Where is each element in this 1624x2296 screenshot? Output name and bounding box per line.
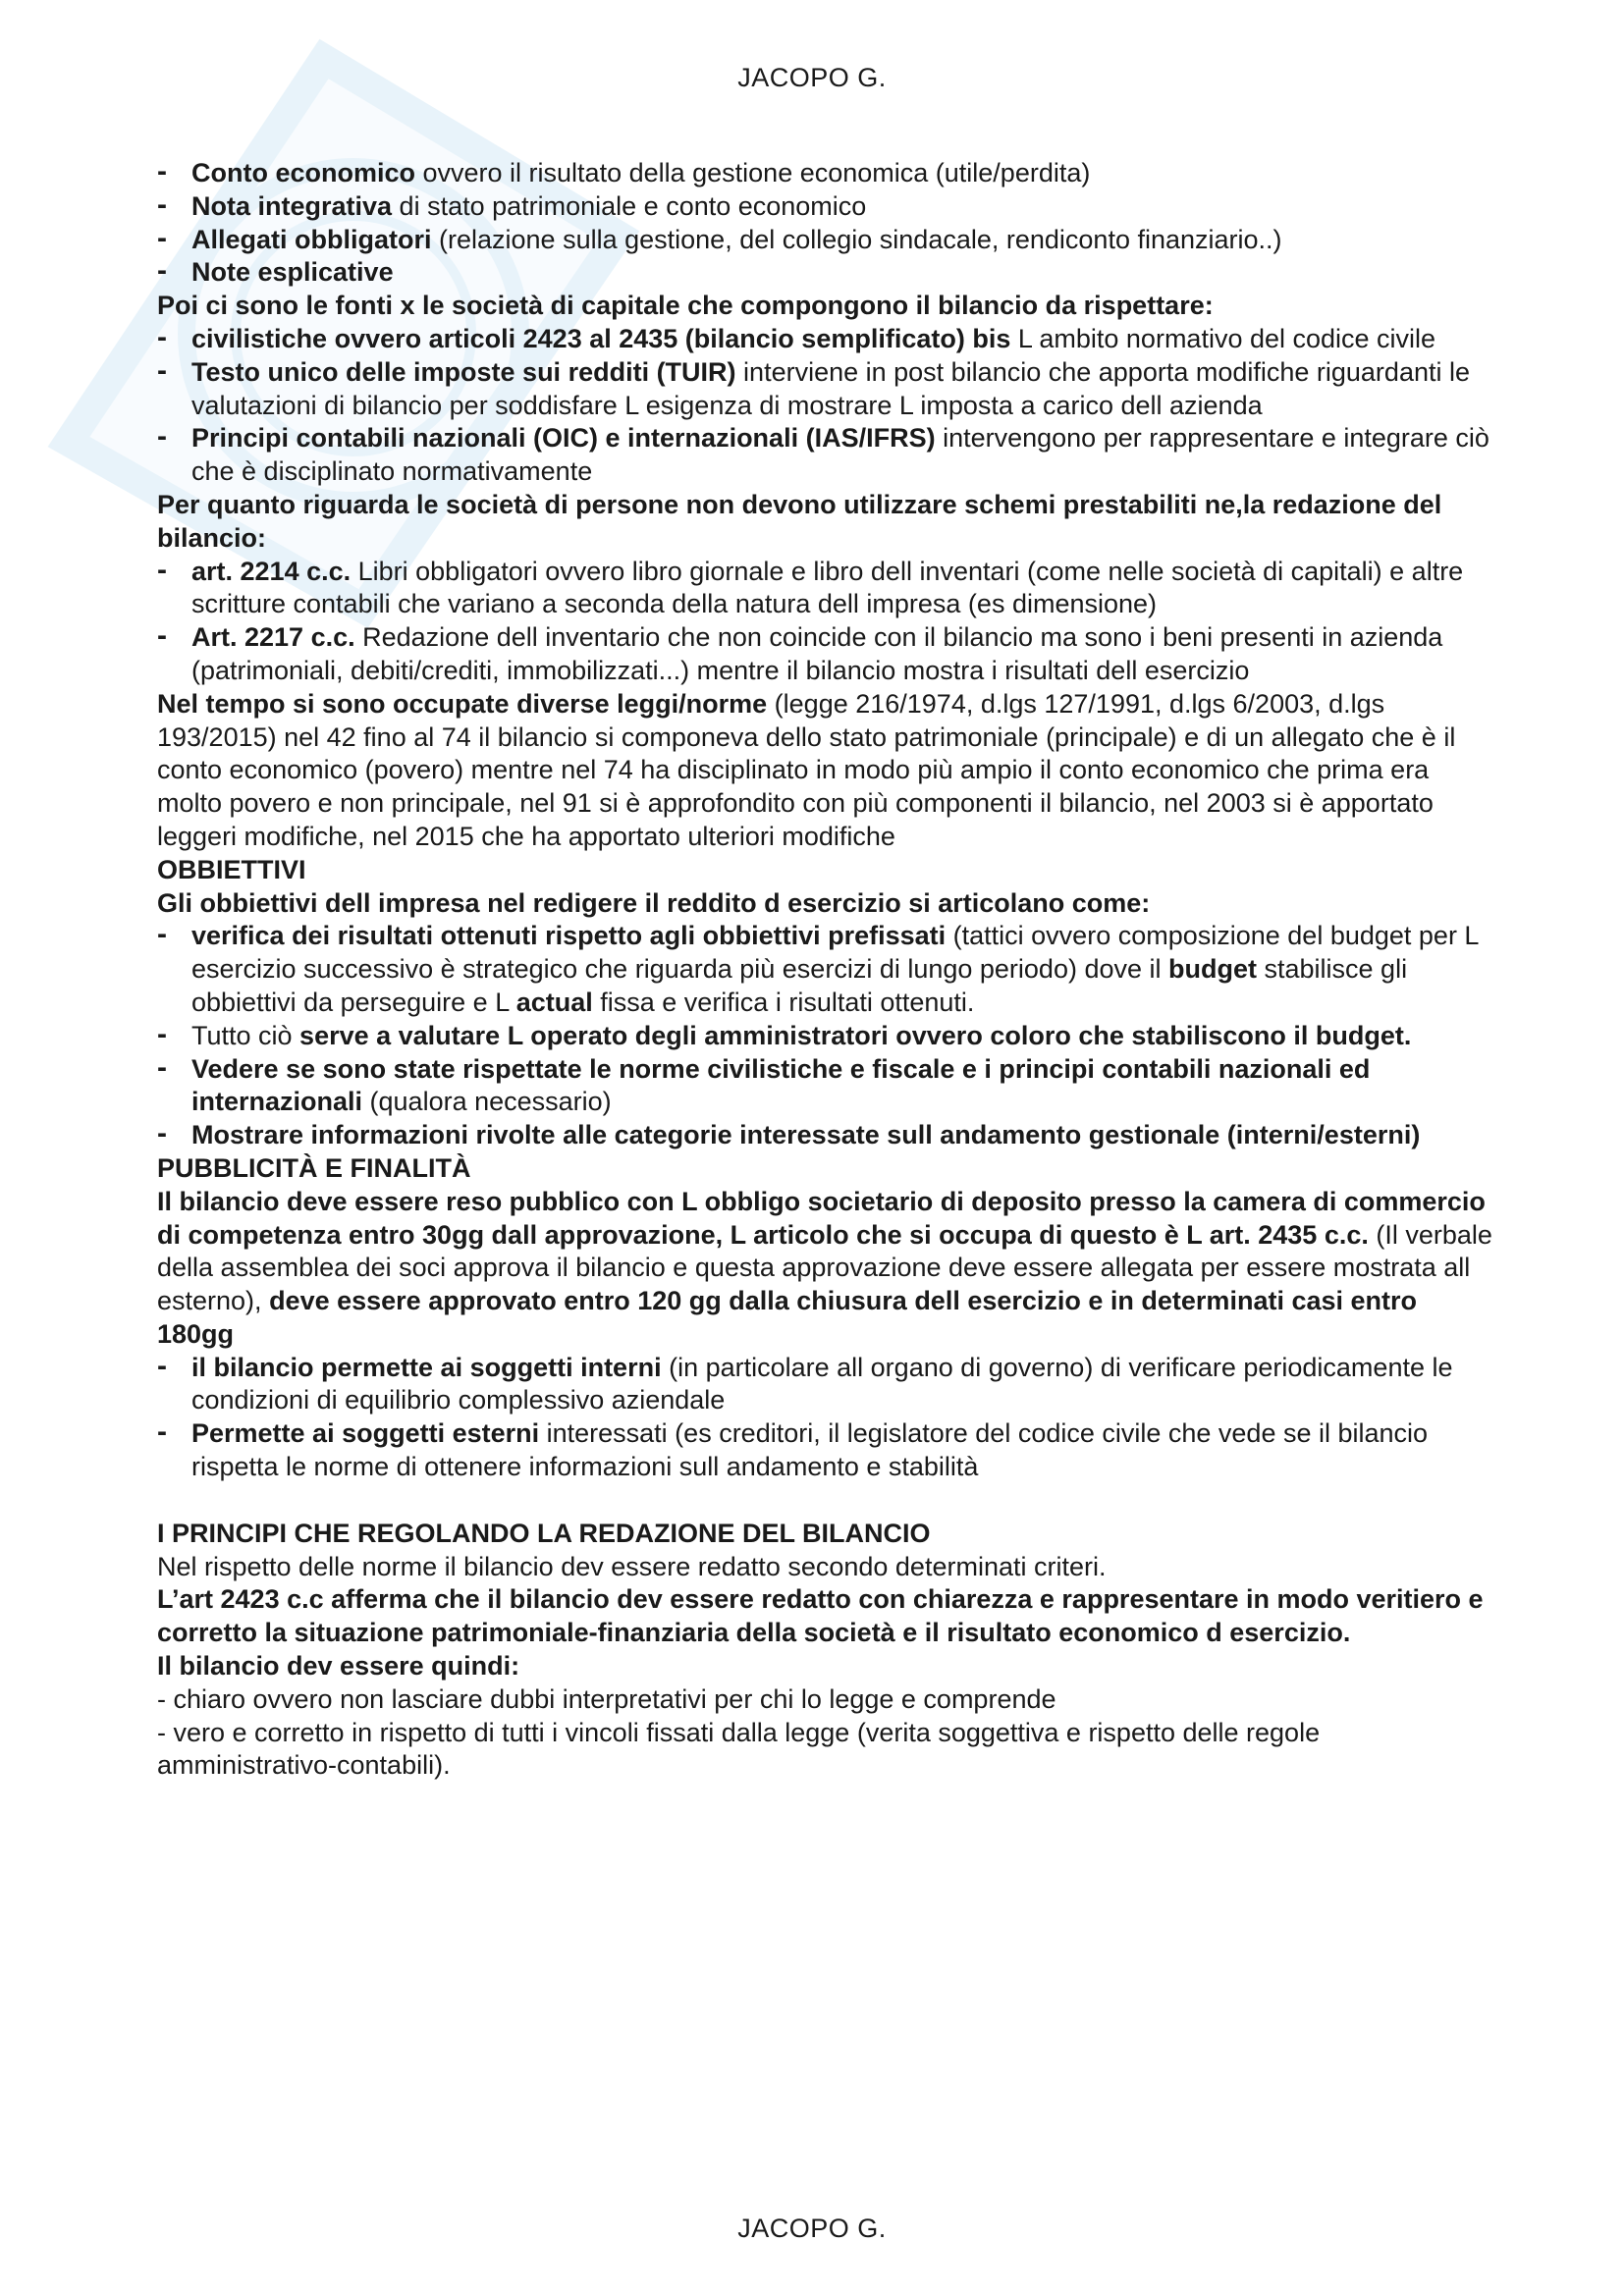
page-footer: JACOPO G. bbox=[737, 2214, 887, 2243]
list-item: - il bilancio permette ai soggetti interni (in particolare all organo di governo) di verificare periodicamente le condizioni di equilibrio complessivo aziendale bbox=[157, 1349, 1453, 1415]
heading-principi: I PRINCIPI CHE REGOLANDO LA REDAZIONE DEL BILANCIO bbox=[157, 1518, 931, 1548]
spacer bbox=[157, 1484, 1492, 1518]
list-item: - Vedere se sono state rispettate le norme civilistiche e fiscale e i principi contabili nazionali ed internazionali (qualora necessario) bbox=[157, 1050, 1371, 1117]
list-item: - art. 2214 c.c. Libri obbligatori ovvero libro giornale e libro dell inventari (come nelle società di capitali) e altre scritture contabili che variano a seconda della natura dell impresa (es dimensione) bbox=[157, 553, 1464, 619]
list-item: - Testo unico delle imposte sui redditi (TUIR) interviene in post bilancio che apporta modifiche riguardanti le valutazioni di bilancio per soddisfare L esigenza di mostrare L imposta a carico dell azienda bbox=[157, 353, 1470, 420]
heading-pubblicita: PUBBLICITÀ E FINALITÀ bbox=[157, 1152, 471, 1183]
list-item: - Note esplicative bbox=[157, 254, 394, 288]
paragraph-obiettivi: Gli obbiettivi dell impresa nel redigere il reddito d esercizio si articolano come: bbox=[157, 887, 1151, 918]
paragraph-rispetto: Nel rispetto delle norme il bilancio dev essere redatto secondo determinati criteri. bbox=[157, 1551, 1107, 1581]
paragraph-pubblicita: Il bilancio deve essere reso pubblico con L obbligo societario di deposito presso la camera di commercio di competenza entro 30gg dall approvazione, L articolo che si occupa di questo è L art. 2435 c.c. (Il verbale della assemblea dei soci approva il bilancio e questa approvazione deve essere allegata per essere mostrata all esterno), deve essere approvato entro 120 gg dalla chiusura dell esercizio e in determinati casi entro 180gg bbox=[157, 1186, 1492, 1349]
list-item: - Allegati obbligatori (relazione sulla gestione, del collegio sindacale, rendiconto finanziario..) bbox=[157, 221, 1282, 254]
paragraph-quindi: Il bilancio dev essere quindi: bbox=[157, 1651, 520, 1682]
paragraph-chiaro: - chiaro ovvero non lasciare dubbi interpretativi per chi lo legge e comprende bbox=[157, 1683, 1056, 1714]
list-item: - Nota integrativa di stato patrimoniale e conto economico bbox=[157, 187, 867, 221]
list-item: - Mostrare informazioni rivolte alle categorie interessate sull andamento gestionale (interni/esterni) bbox=[157, 1117, 1421, 1150]
paragraph-fonti: Poi ci sono le fonti x le società di capitale che compongono il bilancio da rispettare: bbox=[157, 291, 1214, 321]
list-item: - Tutto ciò serve a valutare L operato degli amministratori ovvero coloro che stabiliscono il budget. bbox=[157, 1017, 1412, 1050]
list-item: - Art. 2217 c.c. Redazione dell inventario che non coincide con il bilancio ma sono i beni presenti in azienda (patrimoniali, debiti/crediti, immobilizzati...) mentre il bilancio mostra i risultati dell esercizio bbox=[157, 619, 1443, 685]
page-header: JACOPO G. bbox=[737, 63, 887, 92]
paragraph-art2423: L’art 2423 c.c afferma che il bilancio dev essere redatto con chiarezza e rappresentare in modo veritiero e corretto la situazione patrimoniale-finanziaria della società e il risultato economico d esercizio. bbox=[157, 1584, 1484, 1648]
list-item: - Principi contabili nazionali (OIC) e internazionali (IAS/IFRS) intervengono per rappresentare e integrare ciò che è disciplinato normativamente bbox=[157, 420, 1489, 487]
document-body bbox=[157, 157, 1492, 1783]
list-item: - Conto economico ovvero il risultato della gestione economica (utile/perdita) bbox=[157, 155, 1091, 187]
list-item: - civilistiche ovvero articoli 2423 al 2435 (bilancio semplificato) bis L ambito normativo del codice civile bbox=[157, 320, 1436, 353]
paragraph-persone: Per quanto riguarda le società di persone non devono utilizzare schemi prestabiliti ne,la redazione del bilancio: bbox=[157, 489, 1442, 553]
paragraph-storia: Nel tempo si sono occupate diverse leggi/norme (legge 216/1974, d.lgs 127/1991, d.lgs 6/2003, d.lgs 193/2015) nel 42 fino al 74 il bilancio si componeva dello stato patrimoniale (principale) e di un allegato che è il conto economico (povero) mentre nel 74 ha disciplinato in modo più ampio il conto economico che prima era molto povero e non principale, nel 91 si è approfondito con più componenti il bilancio, nel 2003 si è apportato leggeri modifiche, nel 2015 che ha apportato ulteriori modifiche bbox=[157, 688, 1456, 851]
heading-obiettivi: OBBIETTIVI bbox=[157, 854, 306, 884]
list-item: - verifica dei risultati ottenuti rispetto agli obbiettivi prefissati (tattici ovvero composizione del budget per L esercizio successivo è strategico che riguarda più esercizi di lungo periodo) dove il budget stabilisce gli obbiettivi da perseguire e L actual fissa e verifica i risultati ottenuti. bbox=[157, 918, 1479, 1017]
paragraph-vero: - vero e corretto in rispetto di tutti i vincoli fissati dalla legge (verita soggettiva e rispetto delle regole amministrativo-contabili). bbox=[157, 1717, 1321, 1781]
list-item: - Permette ai soggetti esterni interessati (es creditori, il legislatore del codice civile che vede se il bilancio rispetta le norme di ottenere informazioni sull andamento e stabilità bbox=[157, 1415, 1429, 1482]
